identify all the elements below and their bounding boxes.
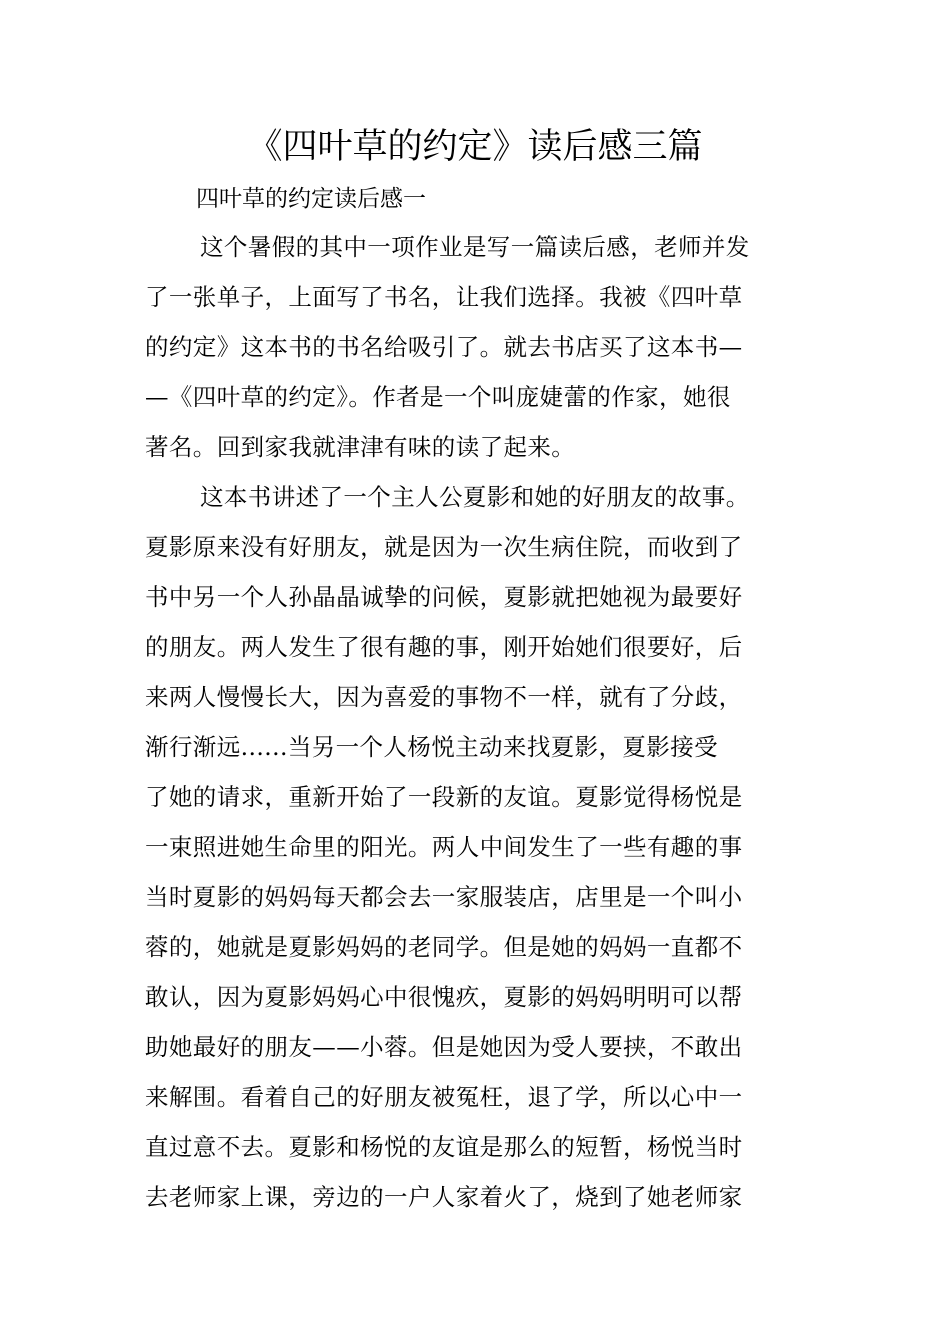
text-line: 来两人慢慢长大，因为喜爱的事物不一样，就有了分歧，: [145, 683, 743, 711]
text-line: 的朋友。两人发生了很有趣的事，刚开始她们很要好，后: [145, 633, 743, 661]
text-line: 来解围。看着自己的好朋友被冤枉，退了学，所以心中一: [145, 1083, 743, 1111]
document-title: 《四叶草的约定》读后感三篇: [247, 127, 703, 167]
text-line: 去老师家上课，旁边的一户人家着火了，烧到了她老师家: [145, 1183, 743, 1211]
text-line: 蓉的，她就是夏影妈妈的老同学。但是她的妈妈一直都不: [145, 933, 743, 961]
text-line: 书中另一个人孙晶晶诚挚的问候，夏影就把她视为最要好: [145, 583, 743, 611]
text-line: 敢认，因为夏影妈妈心中很愧疚，夏影的妈妈明明可以帮: [145, 983, 743, 1011]
text-line: 一束照进她生命里的阳光。两人中间发生了一些有趣的事: [145, 833, 743, 861]
text-line: 夏影原来没有好朋友，就是因为一次生病住院，而收到了: [145, 533, 743, 561]
text-line: 的约定》这本书的书名给吸引了。就去书店买了这本书—: [145, 333, 743, 361]
section-heading: 四叶草的约定读后感一: [196, 186, 426, 212]
text-line: 助她最好的朋友——小蓉。但是她因为受人要挟，不敢出: [145, 1033, 743, 1061]
text-line: 这个暑假的其中一项作业是写一篇读后感，老师并发: [200, 233, 750, 261]
text-line: 了一张单子，上面写了书名，让我们选择。我被《四叶草: [145, 283, 743, 311]
text-line: 渐行渐远......当另一个人杨悦主动来找夏影，夏影接受: [145, 733, 719, 761]
text-line: 了她的请求，重新开始了一段新的友谊。夏影觉得杨悦是: [145, 783, 743, 811]
text-line: 这本书讲述了一个主人公夏影和她的好朋友的故事。: [200, 483, 750, 511]
text-line: 当时夏影的妈妈每天都会去一家服装店，店里是一个叫小: [145, 883, 743, 911]
text-line: 著名。回到家我就津津有味的读了起来。: [145, 433, 576, 461]
text-line: 直过意不去。夏影和杨悦的友谊是那么的短暂，杨悦当时: [145, 1133, 743, 1161]
text-line: —《四叶草的约定》。作者是一个叫庞婕蕾的作家，她很: [145, 383, 731, 411]
